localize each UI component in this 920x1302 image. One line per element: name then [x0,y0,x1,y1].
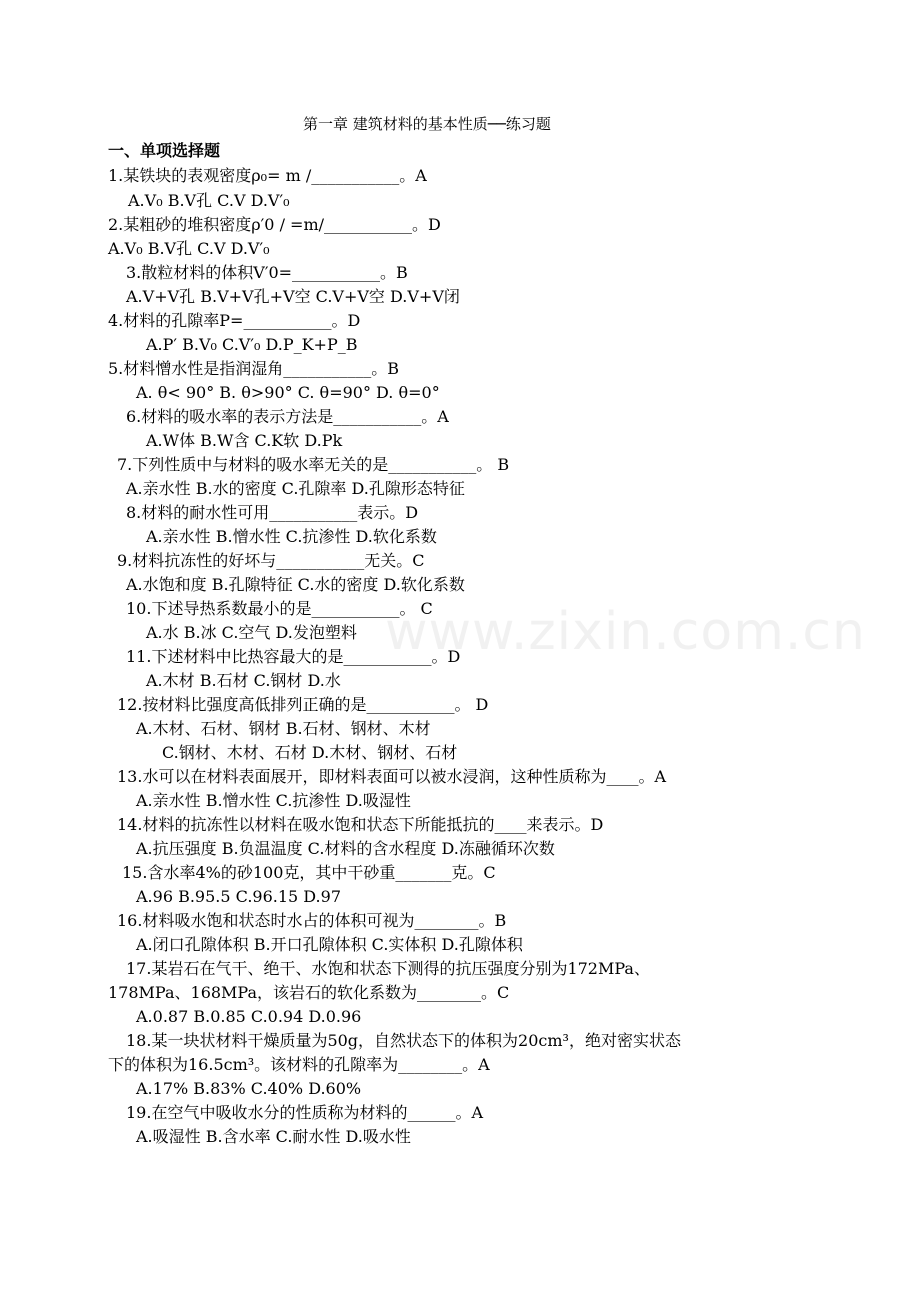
question-line: 7.下列性质中与材料的吸水率无关的是___________。 B [117,455,510,474]
question-line: 17.某岩石在气干、绝干、水饱和状态下测得的抗压强度分别为172MPa、 [126,959,650,978]
question-line: 11.下述材料中比热容最大的是___________。D [126,647,461,666]
question-line: 5.材料憎水性是指润湿角___________。B [108,359,400,378]
options-line: A.V₀ B.V孔 C.V D.V′₀ [128,191,290,210]
section-heading: 一、单项选择题 [108,141,221,160]
options-line: A.17% B.83% C.40% D.60% [136,1079,362,1098]
options-line: A. θ< 90° B. θ>90° C. θ=90° D. θ=0° [136,383,440,402]
question-line: 13.水可以在材料表面展开，即材料表面可以被水浸润，这种性质称为____。A [117,767,667,786]
options-line: A.亲水性 B.憎水性 C.抗渗性 D.吸湿性 [136,791,411,810]
options-line: A.木材 B.石材 C.钢材 D.水 [146,671,341,690]
question-line: 14.材料的抗冻性以材料在吸水饱和状态下所能抵抗的____来表示。D [117,815,604,834]
watermark: www.zixin.com.cn [385,602,866,662]
page-title: 第一章 建筑材料的基本性质──练习题 [303,115,551,133]
question-line: 8.材料的耐水性可用___________表示。D [126,503,419,522]
options-line: A.W体 B.W含 C.K软 D.Pk [146,431,343,450]
options-line: A.0.87 B.0.85 C.0.94 D.0.96 [136,1007,362,1026]
question-line: 178MPa、168MPa，该岩石的软化系数为________。C [108,983,510,1002]
options-line: C.钢材、木材、石材 D.木材、钢材、石材 [162,743,458,762]
question-line: 9.材料抗冻性的好坏与___________无关。C [117,551,425,570]
options-line: A.闭口孔隙体积 B.开口孔隙体积 C.实体积 D.孔隙体积 [136,935,523,954]
question-line: 3.散粒材料的体积V′0=___________。B [126,263,408,282]
options-line: A.V₀ B.V孔 C.V D.V′₀ [108,239,270,258]
options-line: A.水 B.冰 C.空气 D.发泡塑料 [146,623,357,642]
options-line: A.抗压强度 B.负温温度 C.材料的含水程度 D.冻融循环次数 [136,839,555,858]
question-line: 12.按材料比强度高低排列正确的是___________。 D [117,695,489,714]
options-line: A.P′ B.V₀ C.V′₀ D.P_K+P_B [146,335,358,354]
question-line: 4.材料的孔隙率P=___________。D [108,311,361,330]
options-line: A.亲水性 B.憎水性 C.抗渗性 D.软化系数 [146,527,437,546]
options-line: A.水饱和度 B.孔隙特征 C.水的密度 D.软化系数 [126,575,465,594]
question-line: 下的体积为16.5cm³。该材料的孔隙率为________。A [108,1055,490,1074]
question-line: 2.某粗砂的堆积密度ρ′0 / =m/___________。D [108,215,441,234]
question-line: 15.含水率4%的砂100克，其中干砂重_______克。C [122,863,496,882]
options-line: A.吸湿性 B.含水率 C.耐水性 D.吸水性 [136,1127,411,1146]
options-line: A.96 B.95.5 C.96.15 D.97 [136,887,341,906]
options-line: A.V+V孔 B.V+V孔+V空 C.V+V空 D.V+V闭 [126,287,460,306]
question-line: 19.在空气中吸收水分的性质称为材料的______。A [126,1103,484,1122]
options-line: A.亲水性 B.水的密度 C.孔隙率 D.孔隙形态特征 [126,479,465,498]
question-line: 16.材料吸水饱和状态时水占的体积可视为________。B [117,911,507,930]
question-line: 6.材料的吸水率的表示方法是___________。A [126,407,449,426]
options-line: A.木材、石材、钢材 B.石材、钢材、木材 [136,719,431,738]
question-line: 18.某一块状材料干燥质量为50g，自然状态下的体积为20cm³，绝对密实状态 [126,1031,681,1050]
question-line: 10.下述导热系数最小的是___________。 C [126,599,433,618]
question-line: 1.某铁块的表观密度ρ₀= m /___________。A [108,166,427,185]
